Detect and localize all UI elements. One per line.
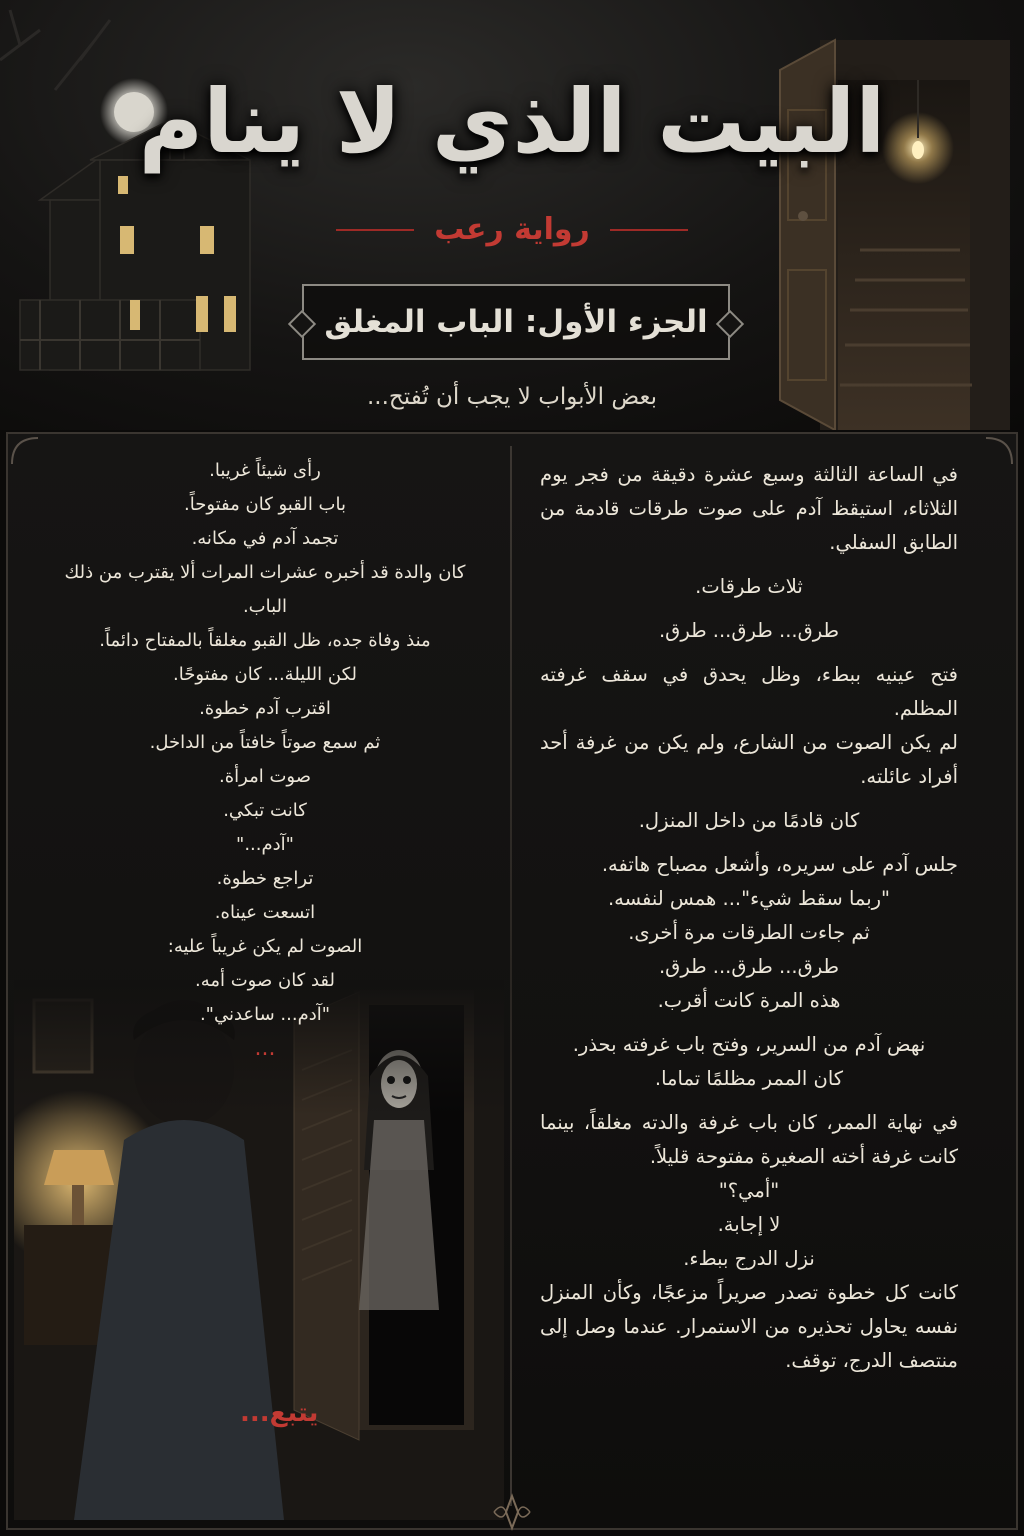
paragraph: طرق... طرق... طرق. <box>658 619 839 642</box>
paragraph: لقد كان صوت أمه. <box>194 970 336 991</box>
paragraph: كان الممر مظلمًا تماما. <box>654 1067 844 1090</box>
paragraph: نهض آدم من السرير، وفتح باب غرفته بحذر. <box>572 1033 926 1056</box>
story-title: البيت الذي لا ينام <box>138 70 886 173</box>
paragraph: تراجع خطوة. <box>216 868 314 889</box>
paragraph: لكن الليلة... كان مفتوحًا. <box>172 664 358 685</box>
paragraph: هذه المرة كانت أقرب. <box>657 989 841 1012</box>
paragraph: كان والدة قد أخبره عشرات المرات ألا يقترب من ذلك الباب. <box>64 562 466 617</box>
paragraph: نزل الدرج ببطء. <box>683 1247 815 1270</box>
paragraph: ثم جاءت الطرقات مرة أخرى. <box>628 921 870 944</box>
corner-ornament <box>984 436 1014 466</box>
paragraph: طرق... طرق... طرق. <box>658 955 839 978</box>
subtitle-row <box>0 212 1024 247</box>
paragraph: "آدم..." <box>236 834 294 855</box>
paragraph: كانت كل خطوة تصدر صريراً مزعجًا، وكأن المنزل نفسه يحاول تحذيره من الاستمرار. عندما وصل إلى منتصف الدرج، توقف. <box>540 1281 958 1372</box>
paragraph: منذ وفاة جده، ظل القبو مغلقاً بالمفتاح دائماً. <box>99 630 431 651</box>
divider-line <box>610 229 688 231</box>
column-divider <box>510 446 512 1506</box>
story-column-right <box>540 458 958 1378</box>
paragraph: لم يكن الصوت من الشارع، ولم يكن من غرفة أحد أفراد عائلته. <box>540 731 958 788</box>
paragraph: "آدم... ساعدني". <box>199 1004 331 1025</box>
to-be-continued-label: يتبع... <box>240 1398 319 1428</box>
paragraph: تجمد آدم في مكانه. <box>191 528 339 549</box>
genre-subtitle: رواية رعب <box>434 212 590 247</box>
paragraph: اتسعت عيناه. <box>214 902 316 923</box>
paragraph: جلس آدم على سريره، وأشعل مصباح هاتفه. <box>601 853 958 876</box>
paragraph: ثم سمع صوتاً خافتاً من الداخل. <box>149 732 381 753</box>
divider-line <box>336 229 414 231</box>
corner-ornament <box>10 436 40 466</box>
paragraph: كان قادمًا من داخل المنزل. <box>638 809 860 832</box>
paragraph: لا إجابة. <box>717 1213 781 1236</box>
paragraph: كانت تبكي. <box>223 800 307 821</box>
flourish-ornament <box>492 1492 532 1532</box>
paragraph: في الساعة الثالثة وسبع عشرة دقيقة من فجر يوم الثلاثاء، استيقظ آدم على صوت طرقات قادمة من الطابق السفلي. <box>540 463 958 554</box>
paragraph: فتح عينيه ببطء، وظل يحدق في سقف غرفته المظلم. <box>540 663 958 720</box>
ellipsis-marker: ... <box>254 1036 276 1061</box>
paragraph: باب القبو كان مفتوحاً. <box>183 494 346 515</box>
story-column-left <box>40 454 490 1066</box>
paragraph: "ربما سقط شيء"... همس لنفسه. <box>607 887 891 910</box>
paragraph: رأى شيئاً غريبا. <box>209 460 321 481</box>
part-title: الجزء الأول: الباب المغلق <box>324 304 708 340</box>
paragraph: الصوت لم يكن غريباً عليه: <box>167 936 363 957</box>
paragraph: صوت امرأة. <box>219 766 311 787</box>
tagline: بعض الأبواب لا يجب أن تُفتح... <box>366 384 658 410</box>
header-banner <box>0 0 1024 430</box>
paragraph: اقترب آدم خطوة. <box>199 698 331 719</box>
paragraph: ثلاث طرقات. <box>695 575 803 598</box>
part-title-box <box>302 284 730 360</box>
paragraph: في نهاية الممر، كان باب غرفة والدته مغلقاً، بينما كانت غرفة أخته الصغيرة مفتوحة قليلاً. <box>540 1111 958 1168</box>
paragraph: "أمي؟" <box>718 1179 780 1202</box>
